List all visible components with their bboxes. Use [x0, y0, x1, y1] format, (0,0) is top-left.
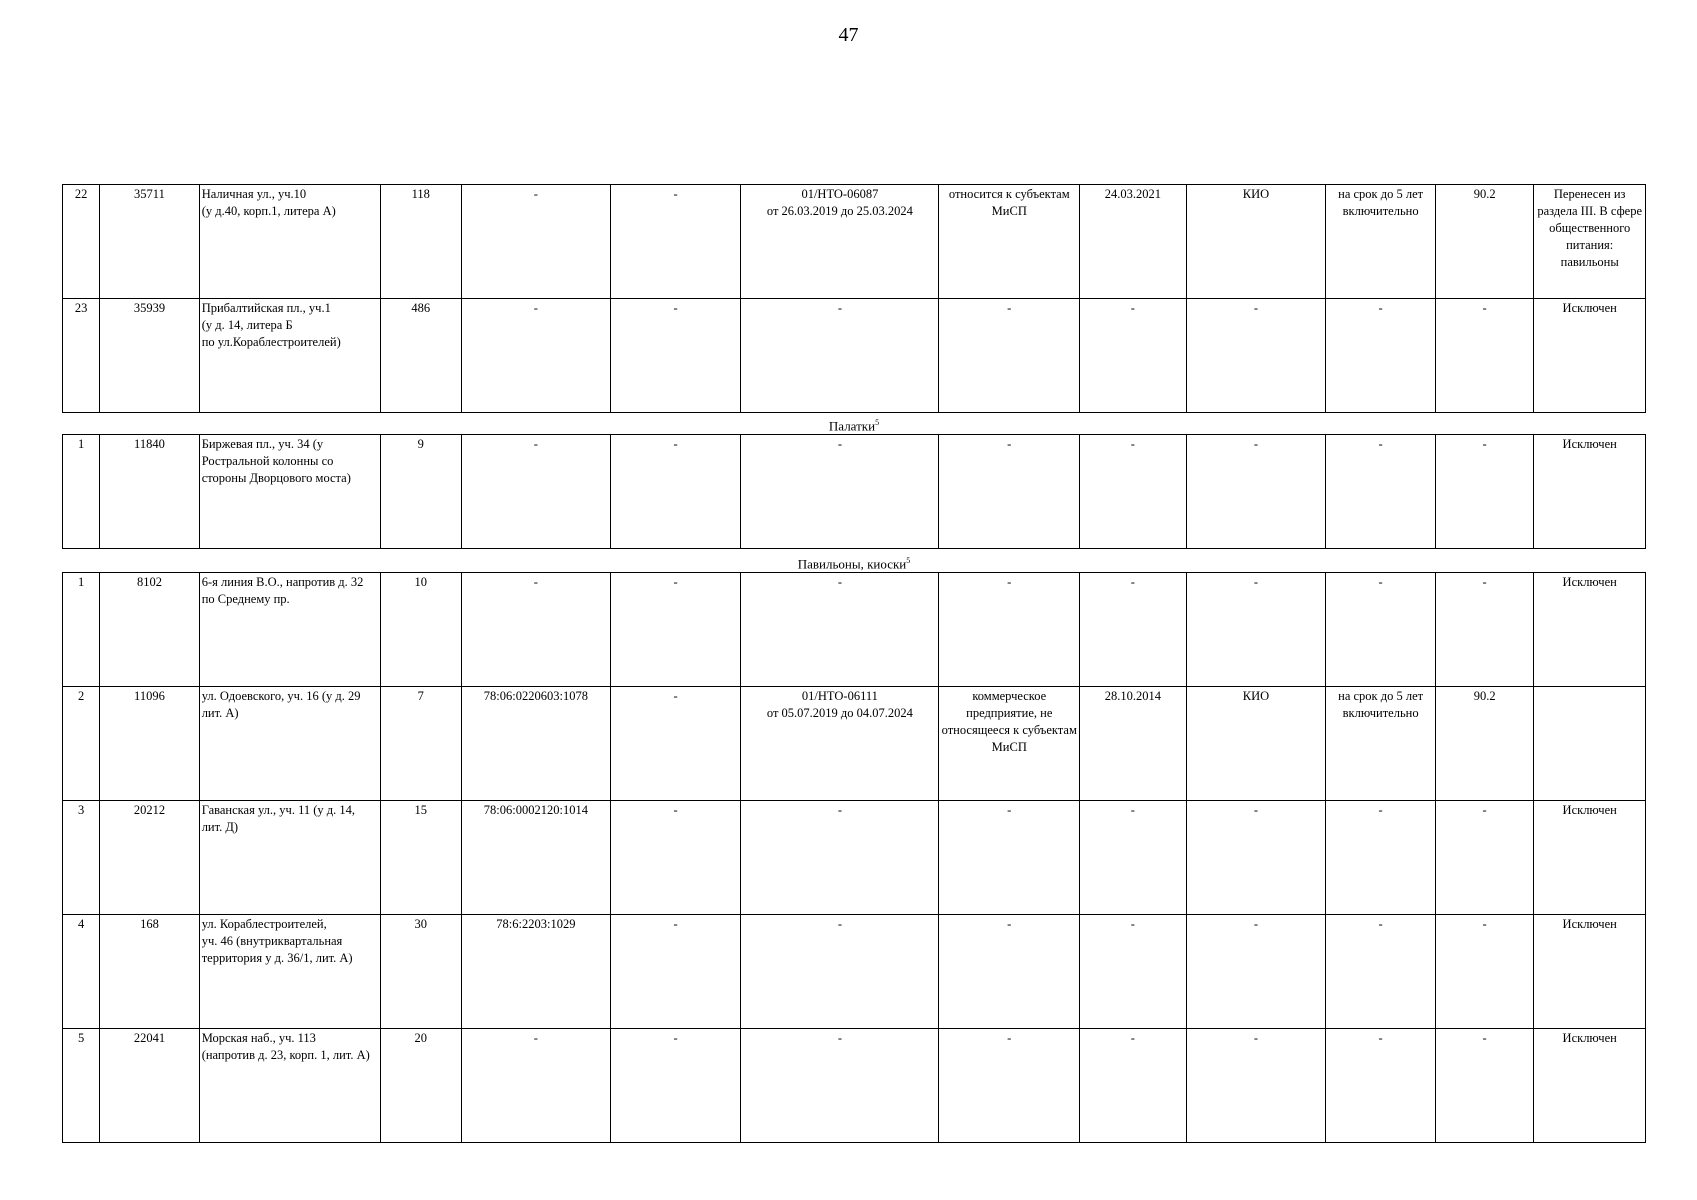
cell-contract: -	[741, 435, 939, 549]
cell-row-number: 1	[63, 573, 100, 687]
cell-date: -	[1080, 801, 1187, 915]
cell-code: -	[1435, 801, 1533, 915]
cell-area: 30	[380, 915, 461, 1029]
cell-term: на срок до 5 лет включительно	[1326, 687, 1436, 801]
cell-code: -	[1435, 573, 1533, 687]
section-title-tents	[62, 415, 1646, 434]
cell-area: 20	[380, 1029, 461, 1143]
footnote-marker: 5	[906, 556, 911, 565]
section-title-tents-text: Палатки	[828, 418, 876, 434]
cell-contract: 01/НТО-06111 от 05.07.2019 до 04.07.2024	[741, 687, 939, 801]
cell-object-id: 22041	[100, 1029, 200, 1143]
cell-code: -	[1435, 299, 1533, 413]
cell-object-id: 8102	[100, 573, 200, 687]
cell-contract: -	[741, 299, 939, 413]
cell-cadastral-number: 78:06:0002120:1014	[462, 801, 611, 915]
cell-date: -	[1080, 435, 1187, 549]
cell-organization: -	[1186, 1029, 1326, 1143]
cell-cadastral-number: -	[462, 185, 611, 299]
cell-row-number: 2	[63, 687, 100, 801]
cell-entity-status: -	[939, 573, 1080, 687]
section-title-pavilions-text: Павильоны, киоски	[797, 556, 907, 572]
table-row	[63, 915, 1646, 1029]
cell-code: -	[1435, 915, 1533, 1029]
cell-address: ул. Одоевского, уч. 16 (у д. 29 лит. А)	[199, 687, 380, 801]
cell-row-number: 1	[63, 435, 100, 549]
table-block-1	[62, 184, 1646, 413]
cell-organization: -	[1186, 573, 1326, 687]
cell-term: -	[1326, 915, 1436, 1029]
cell-code: 90.2	[1435, 185, 1533, 299]
cell-date: 28.10.2014	[1080, 687, 1187, 801]
cell-note: Исключен	[1534, 915, 1646, 1029]
cell-address: Морская наб., уч. 113 (напротив д. 23, корп. 1, лит. А)	[199, 1029, 380, 1143]
table-row	[63, 573, 1646, 687]
cell-column-6: -	[610, 687, 741, 801]
cell-column-6: -	[610, 573, 741, 687]
cell-address: Гаванская ул., уч. 11 (у д. 14, лит. Д)	[199, 801, 380, 915]
cell-organization: -	[1186, 801, 1326, 915]
cell-area: 486	[380, 299, 461, 413]
cell-contract: 01/НТО-06087 от 26.03.2019 до 25.03.2024	[741, 185, 939, 299]
cell-date: -	[1080, 915, 1187, 1029]
cell-note: Перенесен из раздела III. В сфере общественного питания: павильоны	[1534, 185, 1646, 299]
cell-object-id: 35939	[100, 299, 200, 413]
cell-entity-status: относится к субъектам МиСП	[939, 185, 1080, 299]
cell-entity-status: -	[939, 299, 1080, 413]
cell-row-number: 3	[63, 801, 100, 915]
cell-column-6: -	[610, 299, 741, 413]
cell-column-6: -	[610, 1029, 741, 1143]
cell-cadastral-number: 78:06:0220603:1078	[462, 687, 611, 801]
cell-row-number: 4	[63, 915, 100, 1029]
cell-term: на срок до 5 лет включительно	[1326, 185, 1436, 299]
cell-organization: -	[1186, 435, 1326, 549]
cell-entity-status: -	[939, 435, 1080, 549]
cell-object-id: 11840	[100, 435, 200, 549]
cell-code: -	[1435, 1029, 1533, 1143]
cell-area: 118	[380, 185, 461, 299]
table-row	[63, 435, 1646, 549]
cell-object-id: 168	[100, 915, 200, 1029]
cell-organization: -	[1186, 299, 1326, 413]
cell-row-number: 23	[63, 299, 100, 413]
cell-date: -	[1080, 299, 1187, 413]
table-row	[63, 185, 1646, 299]
table-tents	[62, 434, 1646, 549]
cell-contract: -	[741, 915, 939, 1029]
cell-object-id: 11096	[100, 687, 200, 801]
cell-column-6: -	[610, 801, 741, 915]
cell-cadastral-number: -	[462, 573, 611, 687]
table-row	[63, 801, 1646, 915]
table-row	[63, 299, 1646, 413]
cell-note: Исключен	[1534, 573, 1646, 687]
cell-entity-status: -	[939, 1029, 1080, 1143]
cell-row-number: 5	[63, 1029, 100, 1143]
cell-cadastral-number: -	[462, 435, 611, 549]
cell-code: -	[1435, 435, 1533, 549]
cell-contract: -	[741, 1029, 939, 1143]
cell-note: Исключен	[1534, 1029, 1646, 1143]
cell-date: 24.03.2021	[1080, 185, 1187, 299]
cell-area: 9	[380, 435, 461, 549]
cell-area: 7	[380, 687, 461, 801]
cell-address: Наличная ул., уч.10 (у д.40, корп.1, литера А)	[199, 185, 380, 299]
cell-object-id: 35711	[100, 185, 200, 299]
table-pavilions	[62, 572, 1646, 1143]
cell-column-6: -	[610, 435, 741, 549]
cell-entity-status: -	[939, 801, 1080, 915]
cell-column-6: -	[610, 185, 741, 299]
cell-date: -	[1080, 1029, 1187, 1143]
cell-address: 6-я линия В.О., напротив д. 32 по Среднему пр.	[199, 573, 380, 687]
cell-term: -	[1326, 801, 1436, 915]
cell-note: Исключен	[1534, 801, 1646, 915]
cell-organization: КИО	[1186, 185, 1326, 299]
cell-date: -	[1080, 573, 1187, 687]
cell-address: Прибалтийская пл., уч.1 (у д. 14, литера Б по ул.Кораблестроителей)	[199, 299, 380, 413]
cell-term: -	[1326, 435, 1436, 549]
cell-column-6: -	[610, 915, 741, 1029]
cell-entity-status: -	[939, 915, 1080, 1029]
cell-term: -	[1326, 573, 1436, 687]
cell-note	[1534, 687, 1646, 801]
section-title-pavilions	[62, 553, 1646, 572]
cell-note: Исключен	[1534, 299, 1646, 413]
cell-term: -	[1326, 299, 1436, 413]
cell-address: Биржевая пл., уч. 34 (у Ростральной колонны со стороны Дворцового моста)	[199, 435, 380, 549]
cell-contract: -	[741, 801, 939, 915]
cell-cadastral-number: 78:6:2203:1029	[462, 915, 611, 1029]
cell-address: ул. Кораблестроителей, уч. 46 (внутриквартальная территория у д. 36/1, лит. А)	[199, 915, 380, 1029]
cell-organization: КИО	[1186, 687, 1326, 801]
cell-contract: -	[741, 573, 939, 687]
cell-note: Исключен	[1534, 435, 1646, 549]
cell-object-id: 20212	[100, 801, 200, 915]
table-row	[63, 687, 1646, 801]
cell-area: 10	[380, 573, 461, 687]
cell-term: -	[1326, 1029, 1436, 1143]
table-row	[63, 1029, 1646, 1143]
cell-organization: -	[1186, 915, 1326, 1029]
cell-entity-status: коммерческое предприятие, не относящееся к субъектам МиСП	[939, 687, 1080, 801]
cell-row-number: 22	[63, 185, 100, 299]
page-number: 47	[838, 24, 859, 46]
cell-cadastral-number: -	[462, 1029, 611, 1143]
cell-cadastral-number: -	[462, 299, 611, 413]
cell-area: 15	[380, 801, 461, 915]
footnote-marker: 5	[875, 418, 880, 427]
cell-code: 90.2	[1435, 687, 1533, 801]
